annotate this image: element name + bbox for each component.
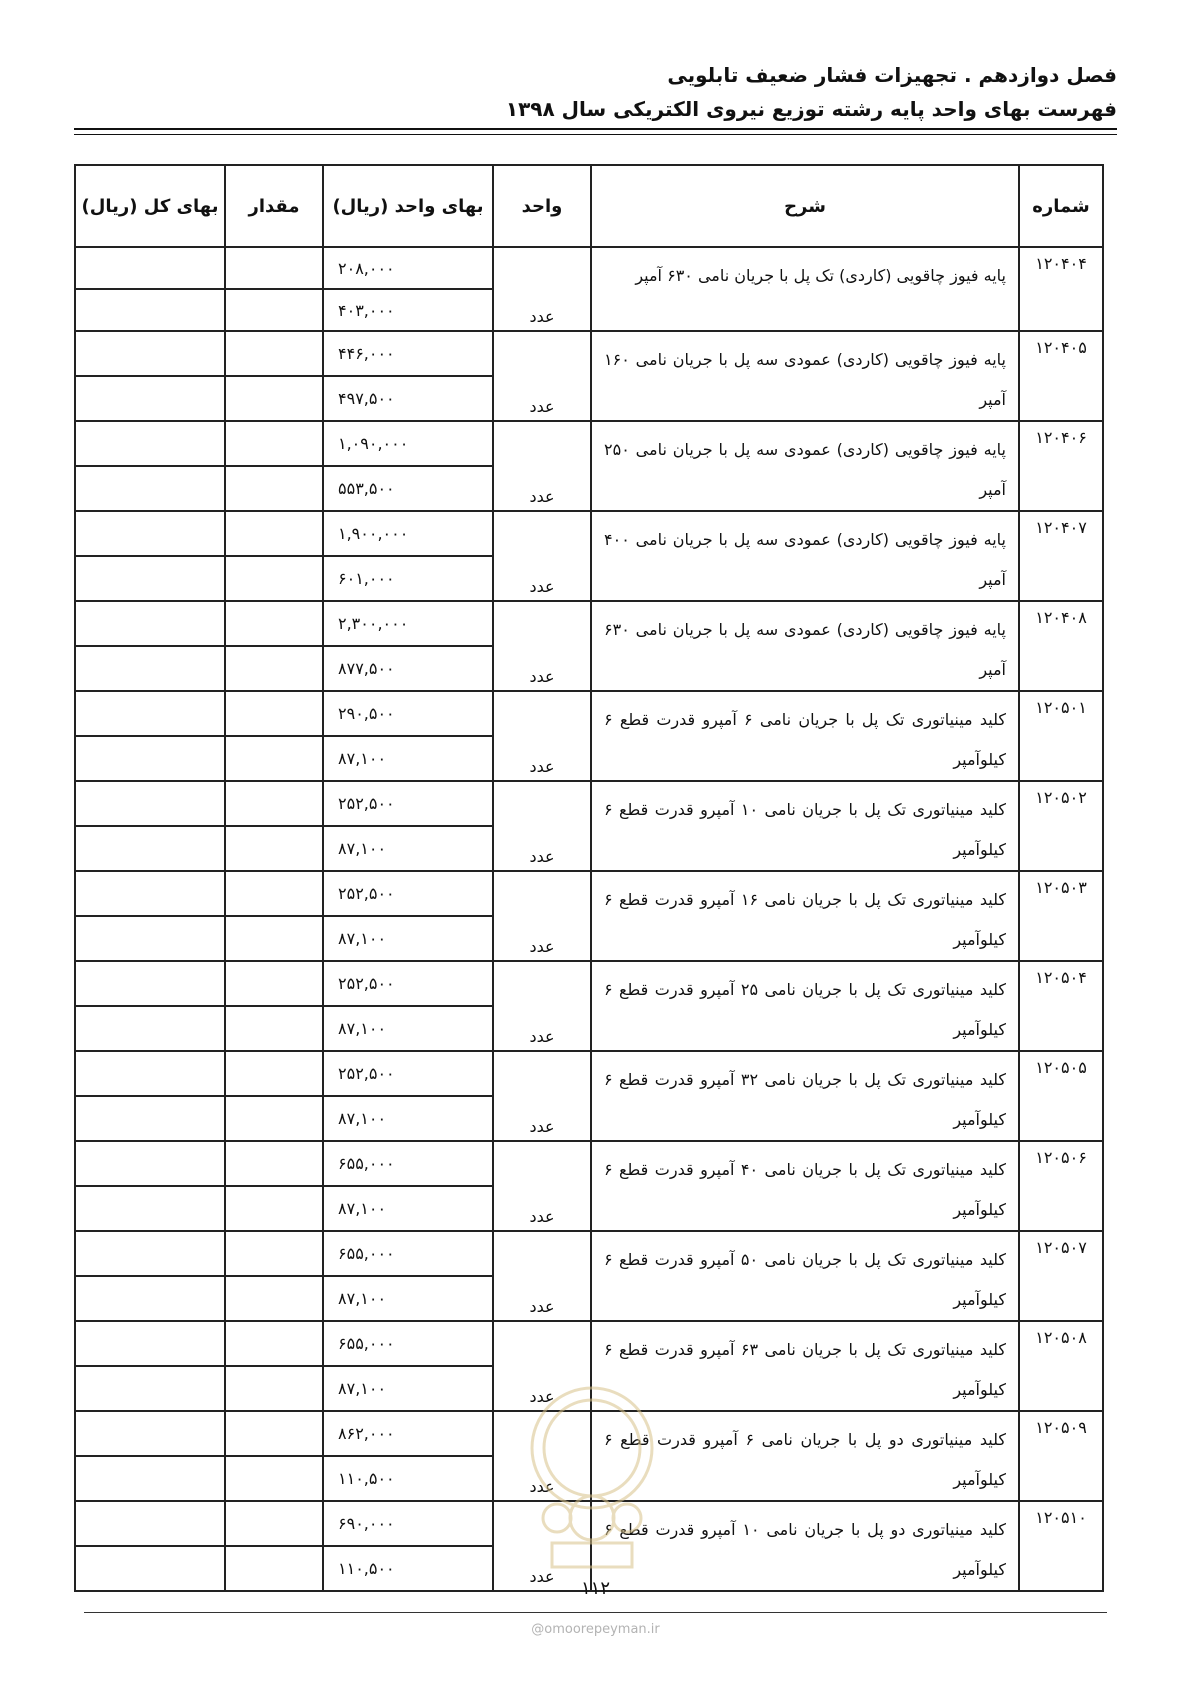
chapter-title: فصل دوازدهم . تجهیزات فشار ضعیف تابلویی: [667, 63, 1117, 87]
item-total-2: [75, 1276, 225, 1321]
table-row: [75, 691, 1103, 736]
item-description: کلید مینیاتوری تک پل با جریان نامی ۶ آمپرو قدرت قطع ۶ کیلوآمپر: [591, 691, 1019, 781]
item-quantity-2: [225, 1096, 323, 1141]
item-unit-price-2: ۸۷,۱۰۰: [323, 916, 493, 961]
item-unit-price-1: ۶۵۵,۰۰۰: [323, 1231, 493, 1276]
item-number: ۱۲۰۵۰۱: [1019, 691, 1103, 781]
item-description: کلید مینیاتوری تک پل با جریان نامی ۲۵ آمپرو قدرت قطع ۶ کیلوآمپر: [591, 961, 1019, 1051]
item-total-1: [75, 691, 225, 736]
item-description: پایه فیوز چاقویی (کاردی) تک پل با جریان نامی ۶۳۰ آمپر: [591, 247, 1019, 331]
item-total-2: [75, 1006, 225, 1051]
item-description: پایه فیوز چاقویی (کاردی) عمودی سه پل با جریان نامی ۱۶۰ آمپر: [591, 331, 1019, 421]
table-row: [75, 1321, 1103, 1366]
item-unit-price-1: ۲۵۲,۵۰۰: [323, 961, 493, 1006]
item-quantity-2: [225, 1276, 323, 1321]
table-row: [75, 421, 1103, 466]
item-number: ۱۲۰۴۰۸: [1019, 601, 1103, 691]
footer-divider: [84, 1612, 1107, 1613]
item-total-2: [75, 1366, 225, 1411]
item-description: کلید مینیاتوری تک پل با جریان نامی ۴۰ آمپرو قدرت قطع ۶ کیلوآمپر: [591, 1141, 1019, 1231]
item-total-1: [75, 511, 225, 556]
item-total-1: [75, 1501, 225, 1546]
item-total-1: [75, 961, 225, 1006]
item-unit-price-2: ۵۵۳,۵۰۰: [323, 466, 493, 511]
item-unit: عدد: [493, 781, 591, 871]
header-quantity: مقدار: [225, 165, 323, 247]
item-unit-price-2: ۶۰۱,۰۰۰: [323, 556, 493, 601]
item-total-2: [75, 1096, 225, 1141]
item-unit: عدد: [493, 871, 591, 961]
table-row: [75, 601, 1103, 646]
item-total-2: [75, 376, 225, 421]
table-row: [75, 331, 1103, 376]
item-quantity-2: [225, 556, 323, 601]
item-description: پایه فیوز چاقویی (کاردی) عمودی سه پل با جریان نامی ۲۵۰ آمپر: [591, 421, 1019, 511]
item-total-1: [75, 871, 225, 916]
item-unit-price-1: ۴۴۶,۰۰۰: [323, 331, 493, 376]
item-quantity-1: [225, 421, 323, 466]
table-row: [75, 1231, 1103, 1276]
item-total-1: [75, 421, 225, 466]
item-description: کلید مینیاتوری تک پل با جریان نامی ۱۰ آمپرو قدرت قطع ۶ کیلوآمپر: [591, 781, 1019, 871]
item-unit-price-1: ۲۵۲,۵۰۰: [323, 1051, 493, 1096]
item-unit: عدد: [493, 601, 591, 691]
header-number: شماره: [1019, 165, 1103, 247]
item-unit-price-1: ۲۰۸,۰۰۰: [323, 247, 493, 289]
item-unit: عدد: [493, 331, 591, 421]
item-total-1: [75, 781, 225, 826]
item-description: پایه فیوز چاقویی (کاردی) عمودی سه پل با جریان نامی ۶۳۰ آمپر: [591, 601, 1019, 691]
item-description: کلید مینیاتوری تک پل با جریان نامی ۵۰ آمپرو قدرت قطع ۶ کیلوآمپر: [591, 1231, 1019, 1321]
header-divider-thin: [74, 134, 1117, 135]
item-quantity-1: [225, 601, 323, 646]
table-row: [75, 511, 1103, 556]
item-quantity-2: [225, 826, 323, 871]
item-total-2: [75, 1456, 225, 1501]
item-description: کلید مینیاتوری دو پل با جریان نامی ۱۰ آمپرو قدرت قطع ۶ کیلوآمپر: [591, 1501, 1019, 1591]
item-unit-price-2: ۸۷,۱۰۰: [323, 1276, 493, 1321]
item-quantity-2: [225, 916, 323, 961]
item-total-1: [75, 1411, 225, 1456]
item-unit: عدد: [493, 421, 591, 511]
item-unit-price-1: ۲۵۲,۵۰۰: [323, 781, 493, 826]
table-row: [75, 1141, 1103, 1186]
item-description: کلید مینیاتوری تک پل با جریان نامی ۱۶ آمپرو قدرت قطع ۶ کیلوآمپر: [591, 871, 1019, 961]
item-unit-price-2: ۸۷,۱۰۰: [323, 1186, 493, 1231]
item-number: ۱۲۰۵۰۳: [1019, 871, 1103, 961]
item-unit-price-2: ۸۷۷,۵۰۰: [323, 646, 493, 691]
item-number: ۱۲۰۵۰۲: [1019, 781, 1103, 871]
item-quantity-1: [225, 247, 323, 289]
item-quantity-1: [225, 691, 323, 736]
item-quantity-1: [225, 781, 323, 826]
item-total-2: [75, 1186, 225, 1231]
item-unit: عدد: [493, 1411, 591, 1501]
item-description: کلید مینیاتوری تک پل با جریان نامی ۶۳ آمپرو قدرت قطع ۶ کیلوآمپر: [591, 1321, 1019, 1411]
item-total-2: [75, 736, 225, 781]
header-description: شرح: [591, 165, 1019, 247]
item-quantity-2: [225, 1366, 323, 1411]
item-unit: عدد: [493, 511, 591, 601]
item-total-1: [75, 1321, 225, 1366]
item-unit-price-1: ۲۵۲,۵۰۰: [323, 871, 493, 916]
item-total-2: [75, 646, 225, 691]
item-unit: عدد: [493, 1501, 591, 1591]
item-unit: عدد: [493, 961, 591, 1051]
item-total-2: [75, 466, 225, 511]
item-quantity-1: [225, 1051, 323, 1096]
item-number: ۱۲۰۵۰۷: [1019, 1231, 1103, 1321]
item-unit-price-2: ۴۰۳,۰۰۰: [323, 289, 493, 331]
item-description: کلید مینیاتوری تک پل با جریان نامی ۳۲ آمپرو قدرت قطع ۶ کیلوآمپر: [591, 1051, 1019, 1141]
watermark-url: @omoorepeyman.ir: [531, 1622, 660, 1637]
table-header-row: [75, 165, 1103, 247]
page-number: ۱۱۲: [580, 1578, 610, 1599]
item-unit: عدد: [493, 1051, 591, 1141]
header-unit-price: بهای واحد (ریال): [323, 165, 493, 247]
item-unit-price-1: ۱,۰۹۰,۰۰۰: [323, 421, 493, 466]
item-quantity-2: [225, 1186, 323, 1231]
item-number: ۱۲۰۵۰۹: [1019, 1411, 1103, 1501]
item-number: ۱۲۰۴۰۶: [1019, 421, 1103, 511]
item-quantity-2: [225, 289, 323, 331]
item-unit-price-1: ۶۵۵,۰۰۰: [323, 1141, 493, 1186]
item-quantity-2: [225, 1456, 323, 1501]
item-unit-price-2: ۴۹۷,۵۰۰: [323, 376, 493, 421]
item-total-1: [75, 331, 225, 376]
item-unit-price-2: ۸۷,۱۰۰: [323, 1006, 493, 1051]
page-header: [74, 58, 1117, 126]
item-total-2: [75, 916, 225, 961]
item-number: ۱۲۰۴۰۴: [1019, 247, 1103, 331]
item-total-1: [75, 1141, 225, 1186]
item-unit-price-1: ۶۵۵,۰۰۰: [323, 1321, 493, 1366]
item-description: پایه فیوز چاقویی (کاردی) عمودی سه پل با جریان نامی ۴۰۰ آمپر: [591, 511, 1019, 601]
item-unit-price-1: ۱,۹۰۰,۰۰۰: [323, 511, 493, 556]
item-number: ۱۲۰۵۰۸: [1019, 1321, 1103, 1411]
price-list-title: فهرست بهای واحد پایه رشته توزیع نیروی الکتریکی سال ۱۳۹۸: [505, 97, 1117, 121]
item-quantity-2: [225, 466, 323, 511]
item-unit-price-2: ۱۱۰,۵۰۰: [323, 1456, 493, 1501]
table-row: [75, 961, 1103, 1006]
item-number: ۱۲۰۵۰۶: [1019, 1141, 1103, 1231]
item-total-1: [75, 1051, 225, 1096]
item-unit-price-2: ۸۷,۱۰۰: [323, 1366, 493, 1411]
item-quantity-2: [225, 376, 323, 421]
item-unit-price-1: ۶۹۰,۰۰۰: [323, 1501, 493, 1546]
table-row: [75, 1051, 1103, 1096]
item-quantity-2: [225, 646, 323, 691]
item-quantity-1: [225, 1501, 323, 1546]
item-unit-price-1: ۸۶۲,۰۰۰: [323, 1411, 493, 1456]
item-unit-price-2: ۸۷,۱۰۰: [323, 1096, 493, 1141]
item-quantity-1: [225, 961, 323, 1006]
header-total: بهای کل (ریال): [75, 165, 225, 247]
item-total-2: [75, 289, 225, 331]
item-unit-price-1: ۲۹۰,۵۰۰: [323, 691, 493, 736]
item-unit: عدد: [493, 691, 591, 781]
table-row: [75, 247, 1103, 289]
item-unit: عدد: [493, 1321, 591, 1411]
item-unit-price-2: ۸۷,۱۰۰: [323, 826, 493, 871]
item-number: ۱۲۰۵۰۵: [1019, 1051, 1103, 1141]
item-quantity-1: [225, 331, 323, 376]
item-unit: عدد: [493, 1141, 591, 1231]
item-total-1: [75, 601, 225, 646]
item-unit-price-1: ۲,۳۰۰,۰۰۰: [323, 601, 493, 646]
item-unit-price-2: ۸۷,۱۰۰: [323, 736, 493, 781]
item-quantity-2: [225, 736, 323, 781]
item-quantity-1: [225, 1231, 323, 1276]
item-number: ۱۲۰۵۰۴: [1019, 961, 1103, 1051]
table-row: [75, 871, 1103, 916]
header-divider-thick: [74, 128, 1117, 130]
item-unit: عدد: [493, 1231, 591, 1321]
item-description: کلید مینیاتوری دو پل با جریان نامی ۶ آمپرو قدرت قطع ۶ کیلوآمپر: [591, 1411, 1019, 1501]
header-unit: واحد: [493, 165, 591, 247]
item-total-1: [75, 1231, 225, 1276]
item-unit: عدد: [493, 247, 591, 331]
item-unit-price-2: ۱۱۰,۵۰۰: [323, 1546, 493, 1591]
item-quantity-1: [225, 511, 323, 556]
item-number: ۱۲۰۴۰۷: [1019, 511, 1103, 601]
item-quantity-2: [225, 1006, 323, 1051]
item-quantity-1: [225, 871, 323, 916]
item-quantity-1: [225, 1321, 323, 1366]
item-number: ۱۲۰۵۱۰: [1019, 1501, 1103, 1591]
table-row: [75, 781, 1103, 826]
item-total-2: [75, 826, 225, 871]
watermark-seal: [512, 1378, 672, 1578]
item-quantity-1: [225, 1141, 323, 1186]
item-total-2: [75, 556, 225, 601]
item-quantity-1: [225, 1411, 323, 1456]
item-total-1: [75, 247, 225, 289]
item-number: ۱۲۰۴۰۵: [1019, 331, 1103, 421]
